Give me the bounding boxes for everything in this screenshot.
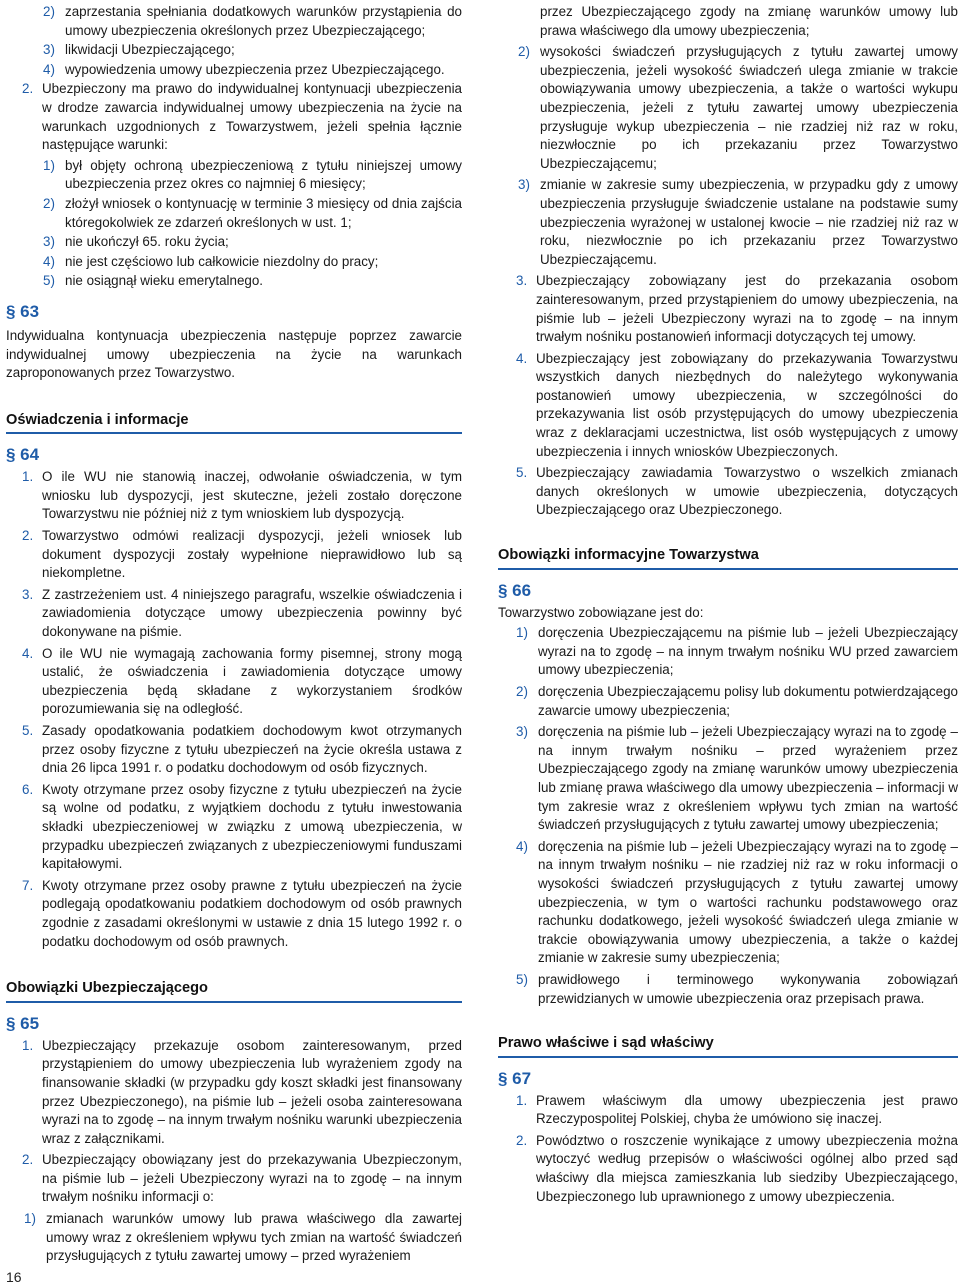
item-text: Ubezpieczony ma prawo do indywidualnej kontynuacji ubezpieczenia w drodze zawarcia indywidualnej umowy ubezpieczenia na życie na warunkach uzgodnionych z Towarzystwem, jeżeli spełnia łącznie następujące warunki: bbox=[42, 81, 462, 153]
item-text: Ubezpieczający przekazuje osobom zainteresowanym, przed przystąpieniem do umowy ubezpieczenia lub wyrażeniem zgody na finansowanie składki (w przypadku gdy koszt składki jest finansowany przez Ubezpieczonego), na piśmie lub – jeżeli osoba zainteresowana wyrazi na to zgodę – na innym trwałym nośniku warunki ubezpieczenia wraz z załącznikami. bbox=[42, 1037, 462, 1146]
list-item bbox=[22, 1037, 462, 1149]
item-text: doręczenia Ubezpieczającemu na piśmie lub – jeżeli Ubezpieczający wyrazi na to zgodę – na innym trwałym nośniku WU przed zawarciem umowy ubezpieczenia; bbox=[538, 625, 958, 678]
item-number: 1. bbox=[516, 1092, 528, 1108]
list-item bbox=[516, 464, 958, 520]
list-item bbox=[22, 722, 462, 778]
item-number: 2. bbox=[22, 1152, 34, 1168]
list-item bbox=[43, 253, 462, 272]
list-item bbox=[22, 527, 462, 583]
item-text: likwidacji Ubezpieczającego; bbox=[65, 42, 235, 58]
list-item bbox=[22, 781, 462, 874]
list-item bbox=[516, 971, 958, 1008]
item-number: 2) bbox=[43, 195, 55, 211]
item-text: wysokości świadczeń przysługujących z tytułu zawartej umowy ubezpieczenia, jeżeli wysokość świadczeń ulega zmianie w trakcie obowiązywania umowy ubezpieczenia, a także o wartości wykupu ubezpieczenia, jeżeli z tytułu zawartej umowy ubezpieczenia przysługuje wykup ubezpieczenia – nie rzadziej niż raz w roku, niezwłocznie po ich przekazaniu przez Towarzystwo Ubezpieczającemu; bbox=[540, 44, 958, 171]
list-item bbox=[22, 586, 462, 642]
item-text: Prawem właściwym dla umowy ubezpieczenia jest prawo Rzeczypospolitej Polskiej, chyba że umówiono się inaczej. bbox=[536, 1092, 958, 1127]
left-column bbox=[6, 3, 462, 1267]
item-text: nie jest częściowo lub całkowicie niezdolny do pracy; bbox=[65, 253, 379, 269]
section-63-mark: § 63 bbox=[6, 301, 40, 321]
item-number: 3) bbox=[43, 234, 55, 250]
item-number: 3) bbox=[516, 724, 528, 740]
section-65-mark: § 65 bbox=[6, 1013, 40, 1033]
item-text: Zasady opodatkowania podatkiem dochodowym kwot otrzymanych przez osoby fizyczne z tytułu ubezpieczeń na życie określa ustawa z dnia 26 lipca 1991 r. o podatku dochodowym od osób fizycznych. bbox=[42, 723, 462, 776]
right-items bbox=[516, 272, 958, 520]
list-item bbox=[43, 3, 462, 40]
item-number: 2) bbox=[518, 44, 530, 60]
item-number: 2. bbox=[516, 1132, 528, 1148]
section-header-prawo: Prawo właściwe i sąd właściwy bbox=[498, 1034, 958, 1058]
item-text: doręczenia Ubezpieczającemu polisy lub dokumentu potwierdzającego zawarcie umowy ubezpieczenia; bbox=[538, 684, 958, 718]
item-text: zaprzestania spełniania dodatkowych warunków przystąpienia do umowy ubezpieczenia określonych przez Ubezpieczającego; bbox=[65, 4, 462, 38]
list-item bbox=[22, 80, 462, 154]
item-text: wypowiedzenia umowy ubezpieczenia przez Ubezpieczającego. bbox=[65, 61, 445, 77]
item-text: doręczenia na piśmie lub – jeżeli Ubezpieczający wyrazi na to zgodę – na innym trwałym nośniku – nie rzadziej niż raz w roku informacji o wysokości świadczeń przysługujących z tytułu zawartej umowy ubezpieczenia, w tym o wartości rachunku podstawowego oraz rachunku dodatkowego, jeżeli wysokość świadczeń ulega zmianie w trakcie obowiązywania umowy ubezpieczenia, a także o każdej zmianie w zakresie sumy ubezpieczenia; bbox=[538, 838, 958, 966]
list-item bbox=[43, 272, 462, 291]
item-number: 4) bbox=[43, 61, 55, 77]
item-number: 4) bbox=[516, 838, 528, 854]
item-text: doręczenia na piśmie lub – jeżeli Ubezpieczający wyrazi na to zgodę – na innym trwałym nośniku – przed wyrażeniem przez Ubezpieczającego zgody na zmianę warunków umowy ubezpieczenia lub zmianę prawa właściwego dla umowy ubezpieczenia – informacji w tym zakresie wraz z określeniem wpływu tych zmian na wartość świadczeń przysługujących z tytułu zawartej umowy ubezpieczenia; bbox=[538, 724, 958, 833]
item-number: 1. bbox=[22, 1037, 34, 1053]
list-item bbox=[43, 41, 462, 60]
section-header-oswiadczenia: Oświadczenia i informacje bbox=[6, 411, 462, 435]
list-item bbox=[43, 157, 462, 194]
item-number: 2) bbox=[516, 684, 528, 699]
item-text: Powództwo o roszczenie wynikające z umowy ubezpieczenia można wytoczyć według przepisów o właściwości ogólnej albo przed sąd właściwy dla miejsca zamieszkania lub siedziby Ubezpieczającego, Ubezpieczonego lub uprawnionego z umowy ubezpieczenia. bbox=[536, 1132, 958, 1204]
item-number: 5. bbox=[22, 723, 34, 738]
list-item bbox=[516, 683, 958, 720]
item-text: nie osiągnął wieku emerytalnego. bbox=[65, 273, 264, 289]
item-text: zmianach warunków umowy lub prawa właściwego dla zawartej umowy wraz z określeniem wpływu tych zmian na wartość świadczeń przysługujących z tytułu zawartej umowy – przed wyrażeniem bbox=[46, 1211, 462, 1264]
list-item bbox=[518, 176, 958, 269]
item-number: 1) bbox=[516, 625, 528, 641]
section-64-mark: § 64 bbox=[6, 445, 40, 465]
item-text: Ubezpieczający zobowiązany jest do przekazania osobom zainteresowanym, przed przystąpieniem do umowy ubezpieczenia, na piśmie lub – jeżeli Ubezpieczony wyrazi na to zgodę – na innym trwałym nośniku postanowień informacji dotyczących tej umowy. bbox=[536, 273, 958, 345]
item-text: O ile WU nie wymagają zachowania formy pisemnej, strony mogą ustalić, że oświadczenia i zawiadomienia dotyczące umowy ubezpieczenia będą składane z wykorzystaniem środków porozumiewania się na odległość. bbox=[42, 645, 462, 717]
right-sub-list bbox=[518, 43, 958, 269]
item-number: 2. bbox=[22, 81, 34, 97]
item-number: 4. bbox=[22, 645, 34, 661]
top-list bbox=[43, 3, 462, 79]
item-number: 2) bbox=[43, 4, 55, 19]
item-text: złożył wniosek o kontynuację w terminie 3 miesięcy od dnia zajścia któregokolwiek ze zdarzeń określonych w ust. 1; bbox=[65, 195, 462, 230]
item-number: 3. bbox=[22, 586, 34, 602]
item-text: Ubezpieczający obowiązany jest do przekazywania Ubezpieczonym, na piśmie lub – jeżeli Ubezpieczony wyrazi na to zgodę – na innym trwałym nośniku informacji o: bbox=[42, 1152, 462, 1205]
item-number: 2. bbox=[22, 528, 34, 544]
section-header-obowiazki: Obowiązki Ubezpieczającego bbox=[6, 979, 462, 1003]
item-number: 6. bbox=[22, 781, 34, 797]
item-number: 5) bbox=[43, 273, 55, 289]
list-item bbox=[516, 1092, 958, 1129]
item-text: prawidłowego i terminowego wykonywania zobowiązań przewidzianych w umowie ubezpieczenia oraz przepisach prawa. bbox=[538, 971, 958, 1006]
item-text: zmianie w zakresie sumy ubezpieczenia, w przypadku gdy z umowy ubezpieczenia przysługuje świadczenie ustalane na podstawie sumy ubezpieczenia wyrażonej w ustalonej kwocie – nie rzadziej niż raz w roku, niezwłocznie po ich przekazaniu przez Towarzystwo Ubezpieczającemu. bbox=[540, 177, 958, 267]
section-header-info: Obowiązki informacyjne Towarzystwa bbox=[498, 546, 958, 570]
right-column bbox=[498, 3, 958, 1209]
item-number: 5) bbox=[516, 971, 528, 987]
item-text: Kwoty otrzymane przez osoby fizyczne z tytułu ubezpieczeń na życie są wolne od podatku, z wyjątkiem dochodu z tytułu inwestowania składki ubezpieczeniowej w związku z umową ubezpieczenia, w przypadku ubezpieczeń związanych z ubezpieczeniowymi funduszami kapitałowymi. bbox=[42, 781, 462, 872]
item-text: Ubezpieczający zawiadamia Towarzystwo o wszelkich zmianach danych określonych w umowie ubezpieczenia, dotyczących Ubezpieczającego oraz Ubezpieczonego. bbox=[536, 465, 958, 518]
item-number: 3) bbox=[43, 42, 55, 58]
section-64-list bbox=[22, 468, 462, 951]
list-item bbox=[43, 233, 462, 252]
item-text: O ile WU nie stanowią inaczej, odwołanie oświadczenia, w tym wniosku lub dyspozycji, jest skuteczne, jeżeli zostało doręczone Towarzystwu nie później niż z tym wnioskiem lub dyspozycją. bbox=[42, 469, 462, 522]
item-text: nie ukończył 65. roku życia; bbox=[65, 234, 229, 250]
item-text: Ubezpieczający jest zobowiązany do przekazywania Towarzystwu wszystkich danych niezbędnych do należytego wykonywania postanowień umowy ubezpieczenia, w szczególności do przekazywania list osób przystępujących do umowy ubezpieczenia wraz z deklaracjami uczestnictwa, list osób występujących z umowy ubezpieczenia i innych wniosków Ubezpieczonych. bbox=[536, 350, 958, 459]
item-number: 1. bbox=[22, 469, 34, 485]
list-item bbox=[22, 877, 462, 951]
list-item bbox=[43, 195, 462, 232]
item-text: Towarzystwo odmówi realizacji dyspozycji, jeżeli wniosek lub dokument dyspozycji zostały wypełnione nieprawidłowo lub są niekompletne. bbox=[42, 528, 462, 581]
section-66-intro: Towarzystwo zobowiązane jest do: bbox=[498, 604, 704, 620]
section-67-mark: § 67 bbox=[498, 1068, 532, 1088]
list-item bbox=[516, 838, 958, 968]
list-item bbox=[516, 350, 958, 462]
list-item bbox=[516, 624, 958, 680]
section-66-mark: § 66 bbox=[498, 580, 532, 600]
item-number: 1) bbox=[24, 1211, 36, 1227]
item-number: 4. bbox=[516, 350, 528, 366]
item-text: Z zastrzeżeniem ust. 4 niniejszego paragrafu, wszelkie oświadczenia i zawiadomienia dotyczące umowy ubezpieczenia powinny być dokonywane na piśmie. bbox=[42, 586, 462, 640]
item-number: 5. bbox=[516, 465, 528, 481]
list-item bbox=[518, 43, 958, 173]
section-65-list bbox=[22, 1037, 462, 1266]
item-number: 1) bbox=[43, 157, 55, 173]
list-item bbox=[22, 645, 462, 719]
list-item bbox=[43, 61, 462, 80]
list-item bbox=[22, 1151, 462, 1207]
item-text: Kwoty otrzymane przez osoby prawne z tytułu ubezpieczeń na życie podlegają opodatkowaniu podatkiem dochodowym od osób prawnych zgodnie z zasadami określonymi w ustawie z dnia 15 lutego 1992 r. o podatku dochodowym od osób prawnych. bbox=[42, 877, 462, 949]
section-66-list bbox=[516, 624, 958, 1008]
list-item bbox=[516, 723, 958, 835]
list-item bbox=[24, 1210, 462, 1266]
item-number: 3) bbox=[518, 177, 530, 193]
page-number: 16 bbox=[6, 1269, 22, 1285]
item-number: 3. bbox=[516, 273, 528, 289]
item-number: 7. bbox=[22, 877, 34, 893]
list-item bbox=[516, 1132, 958, 1206]
section-63-text: Indywidualna kontynuacja ubezpieczenia następuje poprzez zawarcie indywidualnej umowy ubezpieczenia na życie na warunkach zaproponowanych przez Towarzystwo. bbox=[6, 327, 462, 381]
list-item bbox=[516, 272, 958, 346]
section-67-list bbox=[516, 1092, 958, 1207]
list-item bbox=[22, 468, 462, 524]
continued-text: przez Ubezpieczającego zgody na zmianę warunków umowy lub prawa właściwego dla umowy ubezpieczenia; bbox=[540, 4, 958, 38]
item-text: był objęty ochroną ubezpieczeniową z tytułu niniejszej umowy ubezpieczenia przez okres co najmniej 6 miesięcy; bbox=[65, 157, 462, 192]
conditions-list bbox=[43, 157, 462, 291]
item-number: 4) bbox=[43, 253, 55, 269]
